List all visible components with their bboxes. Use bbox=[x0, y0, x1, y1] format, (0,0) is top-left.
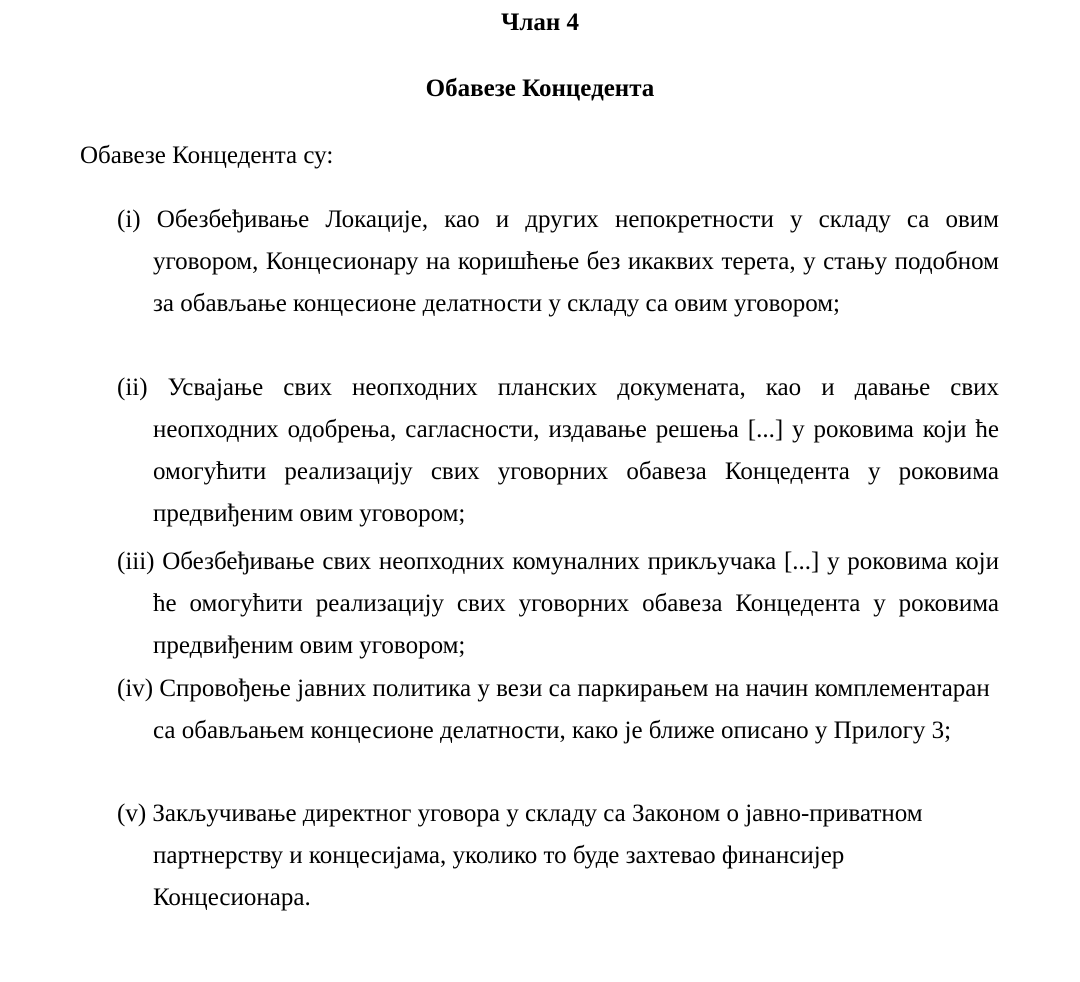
list-item-number: (ii) bbox=[117, 374, 148, 401]
list-item-text: Спровођење јавних политика у вези са паркирањем на начин комплементаран са обављањем концесионе делатности, како је ближе описано у Прилогу 3; bbox=[153, 675, 990, 744]
list-item bbox=[117, 199, 999, 325]
list-item-number: (v) bbox=[117, 800, 147, 827]
list-item bbox=[117, 668, 999, 752]
article-title: Члан 4 bbox=[500, 9, 580, 36]
list-item-text: Закључивање директног уговора у складу са Законом о јавно-приватном партнерству и концесијама, уколико то буде захтевао финансијер Концесионара. bbox=[152, 800, 923, 911]
list-item bbox=[117, 793, 999, 919]
list-item-text: Обезбеђивање Локације, као и других непокретности у складу са овим уговором, Концесионару на коришћење без икаквих терета, у стању подобном за обављање концесионе делатности у складу са овим уговором; bbox=[153, 206, 1000, 317]
list-item-text: Усвајање свих неопходних планских докумената, као и давање свих неопходних одобрења, сагласности, издавање решења [...] у роковима који ће омогућити реализацију свих уговорних обавеза Концедента у роковима предвиђеним овим уговором; bbox=[153, 374, 999, 527]
list-item-text: Обезбеђивање свих неопходних комуналних прикључака [...] у роковима који ће омогућити реализацију свих уговорних обавеза Концедента у роковима предвиђеним овим уговором; bbox=[153, 548, 1000, 659]
article-subtitle: Обавезе Концедента bbox=[425, 75, 655, 102]
list-item-number: (iv) bbox=[117, 675, 154, 702]
intro-paragraph: Обавезе Концедента су: bbox=[80, 142, 334, 169]
list-item bbox=[117, 541, 999, 667]
list-item-number: (i) bbox=[117, 206, 141, 233]
list-item bbox=[117, 367, 999, 535]
list-item-number: (iii) bbox=[117, 548, 155, 575]
